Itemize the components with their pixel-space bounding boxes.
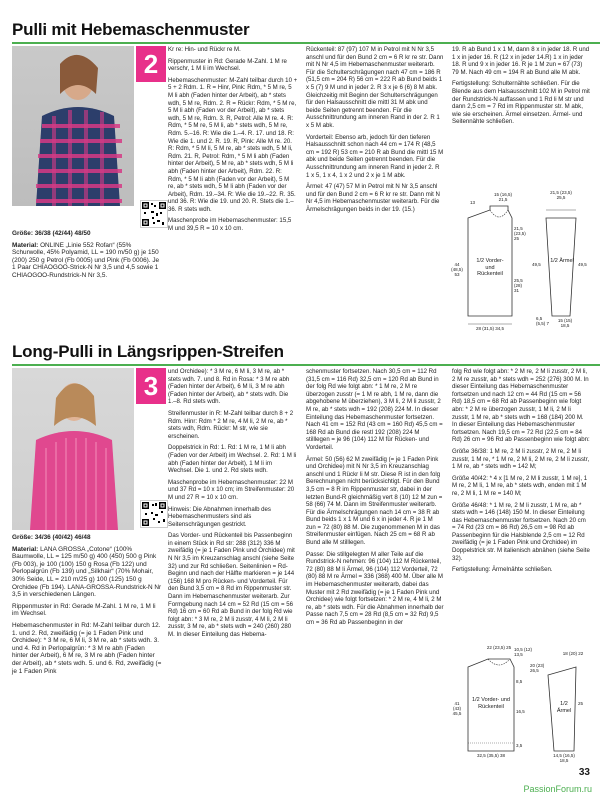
section2-col2: [168, 368, 298, 643]
s1c2-p4: Maschenprobe im Hebemaschenmuster: 15,5 M und 39,5 R = 10 x 10 cm.: [168, 217, 292, 233]
s2-m-left: 41 (43) 45,5: [452, 701, 462, 716]
section1-schematic: [450, 188, 595, 338]
section1-material-text: ONLINE „Linie 552 Rofan“ (55% Schurwolle, 45% Polyamid, LL = 190 m/50 g) je 150 (200) 250 g Petrol (Fb 0005) und Pink (Fb 0006). Je 1 Paar CHIAOGOO-Strick-N Nr 3,5 und 4,5 sowie 1 CHIAOGOO-Rundstrick-N Nr 3,5.: [12, 241, 160, 279]
section1-col3: [306, 46, 444, 217]
section1-sizes: Größe: 36/38 (42/44) 48/50: [12, 230, 91, 237]
s2c4-p4: Größe 46/48: * 1 M re, 2 M li zusstr, 1 M re, ab * stets wdh = 146 (148) 150 M. In dieser Einteilung das Hebemaschenmuster fortsetzen. Nach 20 cm = 74 Rd (23 cm = 86 Rd) 26,5 cm = 98 Rd ab Passenbeginn für die Halsblende 2,5 cm = 12 Rd zweifädig (= je 1 Faden Pink und Orchidee) im Doppelstrick str. M italienisch abnähen (siehe Seite 32).: [452, 501, 590, 562]
s1-m-sleeve-bot: 15 (15) 18,5: [557, 318, 573, 328]
section1-material-label: Material:: [12, 241, 39, 249]
section2-title: Long-Pulli in Längsrippen-Streifen: [12, 342, 284, 361]
s2c3-p1: schenmuster fortsetzen. Nach 30,5 cm = 112 Rd (31,5 cm = 116 Rd) 32,5 cm = 120 Rd ab Bund in der folg Rd wie folgt abn: * 1 M re, 2 M re überzogen zusstr (= 1 M re abh, 1 M re, dann die abgehobene M überziehen), 3 M li, 2 M li zusstr, 2 M re, ab * stets wdh = 192 (208) 224 M. In dieser Einteilung das Hebemaschenmuster fortsetzen. Nach 41 cm = 152 Rd (43 cm = 160 Rd) 45,5 cm = 168 Rd ab Bund die restl 192 (208) 224 M stilllegen = je 96 (104) 112 M für Rücken- und Vorderteil.: [306, 368, 443, 451]
section2-photo: [12, 368, 134, 530]
section1-qr-code[interactable]: [140, 200, 168, 228]
s2-m-sleeve-bot: 14,5 (16,5) 18,5: [553, 753, 575, 763]
section2-col4: [452, 368, 590, 578]
s1c4-p1: 19. R ab Bund 1 x 1 M, dann 8 x in jeder 18. R und 1 x in jeder 16. R (12 x in jeder 14.R) 1 x in jeder 18. R und 9 x in jeder 16. R je 1 M zun = 67 (73) 79 M. Nach 49 cm = 194 R ab Bund alle M abk.: [452, 46, 590, 76]
section2-col1b: Hebemaschenmuster in Rd: M-Zahl teilbar durch 12. 1. und 2. Rd, zweifädig (= je 1 Faden Pink und Orchidee): * 3 M re, 6 M li, 3 M re, ab * stets wdh. 3. und 4. Rd in Perlopalgrün: * 3 M re abh (Faden hinter der Arbeit), 6 M re, 3 M re abh (Faden hinter der Arbeit), ab * stets wdh. 5. und 6. Rd, zweifädig (= je 1 Faden Pink: [12, 621, 162, 675]
section2-number-badge: 3: [136, 368, 166, 404]
s1-m-bottom: 28 (31,5) 34,5: [475, 326, 505, 331]
s2-diagram-body-label: 1/2 Vorder- und Rückenteil: [472, 697, 510, 710]
s2c4-p2: Größe 36/38: 1 M re, 2 M li zusstr, 2 M re, 2 M li zusstr, 1 M re, * 1 M re, 2 M li, 2 M re, 2 M li zusstr, 1 M re, ab * stets wdh = 142 M;: [452, 447, 590, 471]
section2-material-label: Material:: [12, 545, 39, 553]
section2-qr-code[interactable]: [140, 500, 168, 528]
s1-diagram-body-label: 1/2 Vorder- und Rückenteil: [476, 258, 504, 277]
s2-m-neck: 22 (23,5) 25: [486, 645, 512, 650]
s2c2-p5: Hinweis: Die Abnahmen innerhalb des Hebemaschenmusters sind als Seitenschrägungen gestrickt.: [168, 505, 271, 528]
s1-m-sleeve-top: 21,5 (23,5) 25,5: [550, 190, 572, 200]
s2-m-sleeve-len: 25: [578, 701, 584, 706]
page-number: 33: [578, 767, 590, 778]
section2-rule: [12, 364, 600, 366]
s2c4-p1: folg Rd wie folgt abn: * 2 M re, 2 M li zusstr, 2 M li, 2 M re zusstr, ab * stets wdh = 252 (276) 300 M. In dieser Einteilung das Hebemaschenmuster fortsetzen und nach 12 cm = 44 Rd (15 cm = 56 Rd) 18,5 cm = 68 Rd ab Passenbeginn wie folgt abn: * 2 M re überzogen zusstr, 1 M li, 2 M li zusstr, 1 M re, ab * stets wdh = 168 (184) 200 M. In dieser Einteilung das Hebemaschenmuster fortsetzen. Nach 19,5 cm = 72 Rd (22,5 cm = 84 Rd) 26 cm = 96 Rd ab Passenbeginn wie folgt abn:: [452, 368, 590, 444]
section2-col3: [306, 368, 444, 631]
s2c4-p3: Größe 40/42: * 4 x [1 M re, 2 M li zusstr, 1 M re], 1 M re, 2 M li, 1 M re, ab * stets wdh, enden mit 1 M re, 2 M li, 1 M re = 140 M;: [452, 474, 588, 497]
s1-m-neck: 15 (16,5) 21,5: [493, 192, 512, 202]
s2-m-rib: 3,5: [516, 743, 523, 748]
s1c3-p3: Ärmel: 47 (47) 57 M in Petrol mit N Nr 3,5 anschl und für den Bund 2 cm = 6 R kr re str. Dann mit N Nr 4,5 im Hebemaschenmuster weiterarb. Für die Ärmelschrägungen beids in der 19. (15.): [306, 183, 440, 213]
s2-m-yoke: 16,5: [516, 709, 525, 714]
s2-m-bottom: 32,5 (35,5) 38: [476, 753, 506, 758]
s2c2-p6: Das Vorder- und Rückenteil bis Passenbeginn in einem Stück in Rd str: 288 (312) 336 M zweifädig (= je 1 Faden Pink und Orchidee) mit N Nr 3,5 im Kreuzanschlag anschl (siehe Seite 32) und zur Rd schließen. Seitenlinien = Rd-Beginn und nach der Hälfte markieren = je 144 (156) 168 M pro Rücken- und Vorderteil. Für den Bund 3,5 cm = 8 Rd im Rippenmuster str. Dann im Hebemaschenmuster weiterarb. Zur Formgebung nach 14 cm = 52 Rd (15 cm = 56 Rd) 16 cm = 60 Rd ab Bund in der folg Rd wie folgt abn: * 3 M re, 2 M li zusstr, 4 M li, 2 M li zusstr, 3 M re, ab * stets wdh = 240 (260) 280 M. In dieser Einteilung das Hebema-: [168, 532, 295, 638]
s2c3-p3: Passe: Die stillgelegten M aller Teile auf die Rundstrick-N nehmen: 96 (104) 112 M Rückenteil, 72 (80) 88 M li Ärmel, 96 (104) 112 Vorderteil, 72 (80) 88 M re Ärmel = 336 (368) 400 M. Über alle M im Hebemaschenmuster weiterarb, dabei das Muster mit 2 Rd zweifädig (= je 1 Faden Pink und Orchidee) wie folgt fortsetzen: * 2 M re, 4 M li, 2 M re, ab * stets wdh. Für die Abnahmen innerhalb der Passe nach 7,5 cm = 28 Rd (8,5 cm = 32 Rd) 9,5 cm = 36 Rd ab Passenbeginn in der: [306, 550, 444, 626]
s2c2-p2: Streifenmuster in R: M-Zahl teilbar durch 8 + 2 Rdm. Hinr: Rdm * 2 M re, 4 M li, 2 M re, ab * stets wdh, Rdm. Rückr: M str, wie sie erscheinen.: [168, 409, 294, 440]
s1c2-p1: Kr re: Hin- und Rückr re M.: [168, 46, 241, 53]
section1-col4: [452, 46, 590, 130]
s2c4-p5: Fertigstellung: Ärmelnähte schließen.: [452, 566, 553, 574]
s1c2-p2: Rippenmuster in Rd: Gerade M-Zahl. 1 M re verschr, 1 M li im Wechsel.: [168, 57, 287, 73]
s1-m-side-a: 21,5 (23,5) 25: [514, 226, 526, 241]
s1c3-p1: Rückenteil: 87 (97) 107 M in Petrol mit N Nr 3,5 anschl und für den Bund 2 cm = 6 R kr re str. Dann mit N Nr 4,5 im Hebemaschenmuster weiterarb. Für die Schulterschrägungen nach 47 cm = 186 R (51,5 cm = 204 R) 56 cm = 222 R ab Bund beids 1 x 5 (7) 9 M und in jeder 2. R 3 x je 6 (6) 8 M abk. Gleichzeitig mit Beginn der Schulterschrägungen für den Halsausschnitt die mittl 31 M abk und beide Seiten getrennt beenden. Für die Ausschnittrundung am inneren Rand in der 2. R 1 x 5 M abk.: [306, 46, 444, 129]
footer-watermark: PassionForum.ru: [523, 784, 592, 794]
s2-m-side: 8,5: [516, 679, 523, 684]
section2-material-block: [12, 534, 162, 679]
s1-m-shoulder: 13: [470, 200, 476, 205]
section2-schematic: [450, 645, 595, 765]
section1-photo: [12, 46, 134, 206]
s1c2-p3: Hebemaschenmuster: M-Zahl teilbar durch 10 + 5 + 2 Rdm. 1. R = Hinr, Pink: Rdm, * 5 M re, 5 M li abh (Faden hinter der Arbeit), ab * stets wdh, 5 M re, Rdm. 2. R = Rückr: Rdm, * 5 M re, 5 M li abh (Faden vor der Arbeit), ab * stets wdh, 5 M re, Rdm. 3. R, Petrol: Alle M re. 4. R: Rdm, * 5 M re, 5 M li, ab * stets wdh, 5 M re, Rdm. 5.–16. R: Wie die 1.–4. R. 17. und 18. R: Wie die 1. und 2. R. 19. R, Pink: Alle M re. 20. R: Rdm, * 5 M li, 5 M re, ab * stets wdh, 5 M li, Rdm. 21. R, Petrol: Rdm, * 5 M li abh (Faden hinter der Arbeit), 5 M re, ab * stets wdh, 5 M li abh (Faden hinter der Arbeit), Rdm. 22. R: Rdm, * 5 M li abh (Faden vor der Arbeit), 5 M re, ab * stets wdh, 5 M li abh (Faden vor der Arbeit), Rdm. 19.–34. R: Wie die 19.–22. R. 35. und 36. R: Wie die 19. und 20. R. Stets die 1.–36. R stets wdh.: [168, 76, 298, 213]
s2c3-p2: Ärmel: 50 (56) 62 M zweifädig (= je 1 Faden Pink und Orchidee) mit N Nr 3,5 im Kreuzanschlag anschl und 1 Rückr li M str. Diese R ist in den folg Berechnungen nicht berücksichtigt. Für den Bund 3,5 cm = 8 R im Rippenmuster str, dabei in der letzten Bund-R gleichmäßig vert 8 (10) 12 M zun = 58 (66) 74 M. Dann im Streifenmuster weiterarb. Für die Ärmelschrägungen nach 14 cm = 38 R ab Bund beids 1 x 1 M und 6 x in jeder 4. R je 1 M zun = 72 (80) 88 M. Die zugenommenen M in das Streifenmuster einfügen. Nach 25 cm = 68 R ab Bund alle M stilllegen.: [306, 455, 443, 547]
s1-diagram-sleeve-label: 1/2 Ärmel: [550, 258, 574, 264]
section2-rib: Rippenmuster in Rd: Gerade M-Zahl. 1 M re, 1 M li im Wechsel.: [12, 602, 156, 618]
s2-m-top: 10,5 (12) 13,5: [514, 647, 533, 657]
s2-diagram-sleeve-label: 1/2 Ärmel: [556, 701, 572, 714]
section1-rule: [12, 42, 600, 44]
s2-m-yoke2: 20 (23) 26,5: [530, 663, 545, 673]
s1-m-sleeve-len: 49,5: [532, 262, 541, 267]
s1-m-side-b: 25,5 (28) 31: [514, 278, 523, 293]
s2c2-p1: und Orchidee): * 3 M re, 6 M li, 3 M re, ab * stets wdh. 7. und 8. Rd in Rosa: * 3 M re abh (Faden hinter der Arbeit), 6 M li, 3 M re abh (Faden hinter der Arbeit), ab * stets wdh. Die 1.–8. Rd stets wdh.: [168, 368, 290, 406]
s1c3-p2: Vorderteil: Ebenso arb, jedoch für den tieferen Halsausschnitt schon nach 44 cm = 174 R (48,5 cm = 192 R) 53 cm = 210 R ab Bund die mittl 15 M abk und beide Seiten getrennt beenden. Für die Ausschnittrundung am inneren Rand in jeder 2. R 1 x 5, 1 x 4, 1 x 2 und 2 x je 1 M abk.: [306, 133, 444, 179]
section2-material-text: LANA GROSSA „Cotone“ (100% Baumwolle, LL = 125 m/50 g) 400 (450) 500 g Pink (Fb 003), je 100 (100) 150 g Rosa (Fb 122) und Perlopalgrün (Fb 139) und „Silkhair“ (70% Mohair, 30% Seide, LL = 210 m/25 g) 100 (125) 150 g Orchidee (Fb 194). LANA-GROSSA-Rundstrick-N Nr 3,5 in verschiedenen Längen.: [12, 545, 162, 599]
section2-sizes: Größe: 34/36 (40/42) 46/48: [12, 534, 91, 541]
section1-title: Pulli mit Hebemaschenmuster: [12, 20, 250, 39]
s2-m-sleeve-top: 18 (20) 22: [562, 651, 584, 656]
s1c4-p2: Fertigstellung: Schulternähte schließen. Für die Blende aus dem Halsausschnitt 102 M in Petrol mit der Rundstrick-N auffassen und 1 Rd li M str und dann 2,5 cm = 7 Rd im Rippenmuster str. M abk, wie sie erscheinen. Ärmel einsetzen. Ärmel- und Seitennähte schließen.: [452, 80, 590, 126]
s1-m-sleeve-b: 6,5 (5,5) 7: [536, 316, 550, 326]
section1-number-badge: 2: [136, 46, 166, 82]
s2c2-p3: Doppelstrick in Rd: 1. Rd: 1 M re, 1 M li abh (Faden vor der Arbeit) im Wechsel. 2. Rd: 1 M li abh (Faden hinter der Arbeit), 1 M li im Wechsel. Die 1. und 2. Rd stets wdh.: [168, 444, 297, 475]
section1-col2: [168, 46, 298, 237]
s1-m-left: 44 (48,5) 53: [451, 262, 463, 277]
section1-material-block: [12, 230, 162, 284]
s1-m-right: 49,5: [578, 262, 587, 267]
s2c2-p4: Maschenprobe im Hebemaschenmuster: 22 M und 37 Rd = 10 x 10 cm; im Streifenmuster: 20 M und 27 R = 10 x 10 cm.: [168, 478, 295, 501]
